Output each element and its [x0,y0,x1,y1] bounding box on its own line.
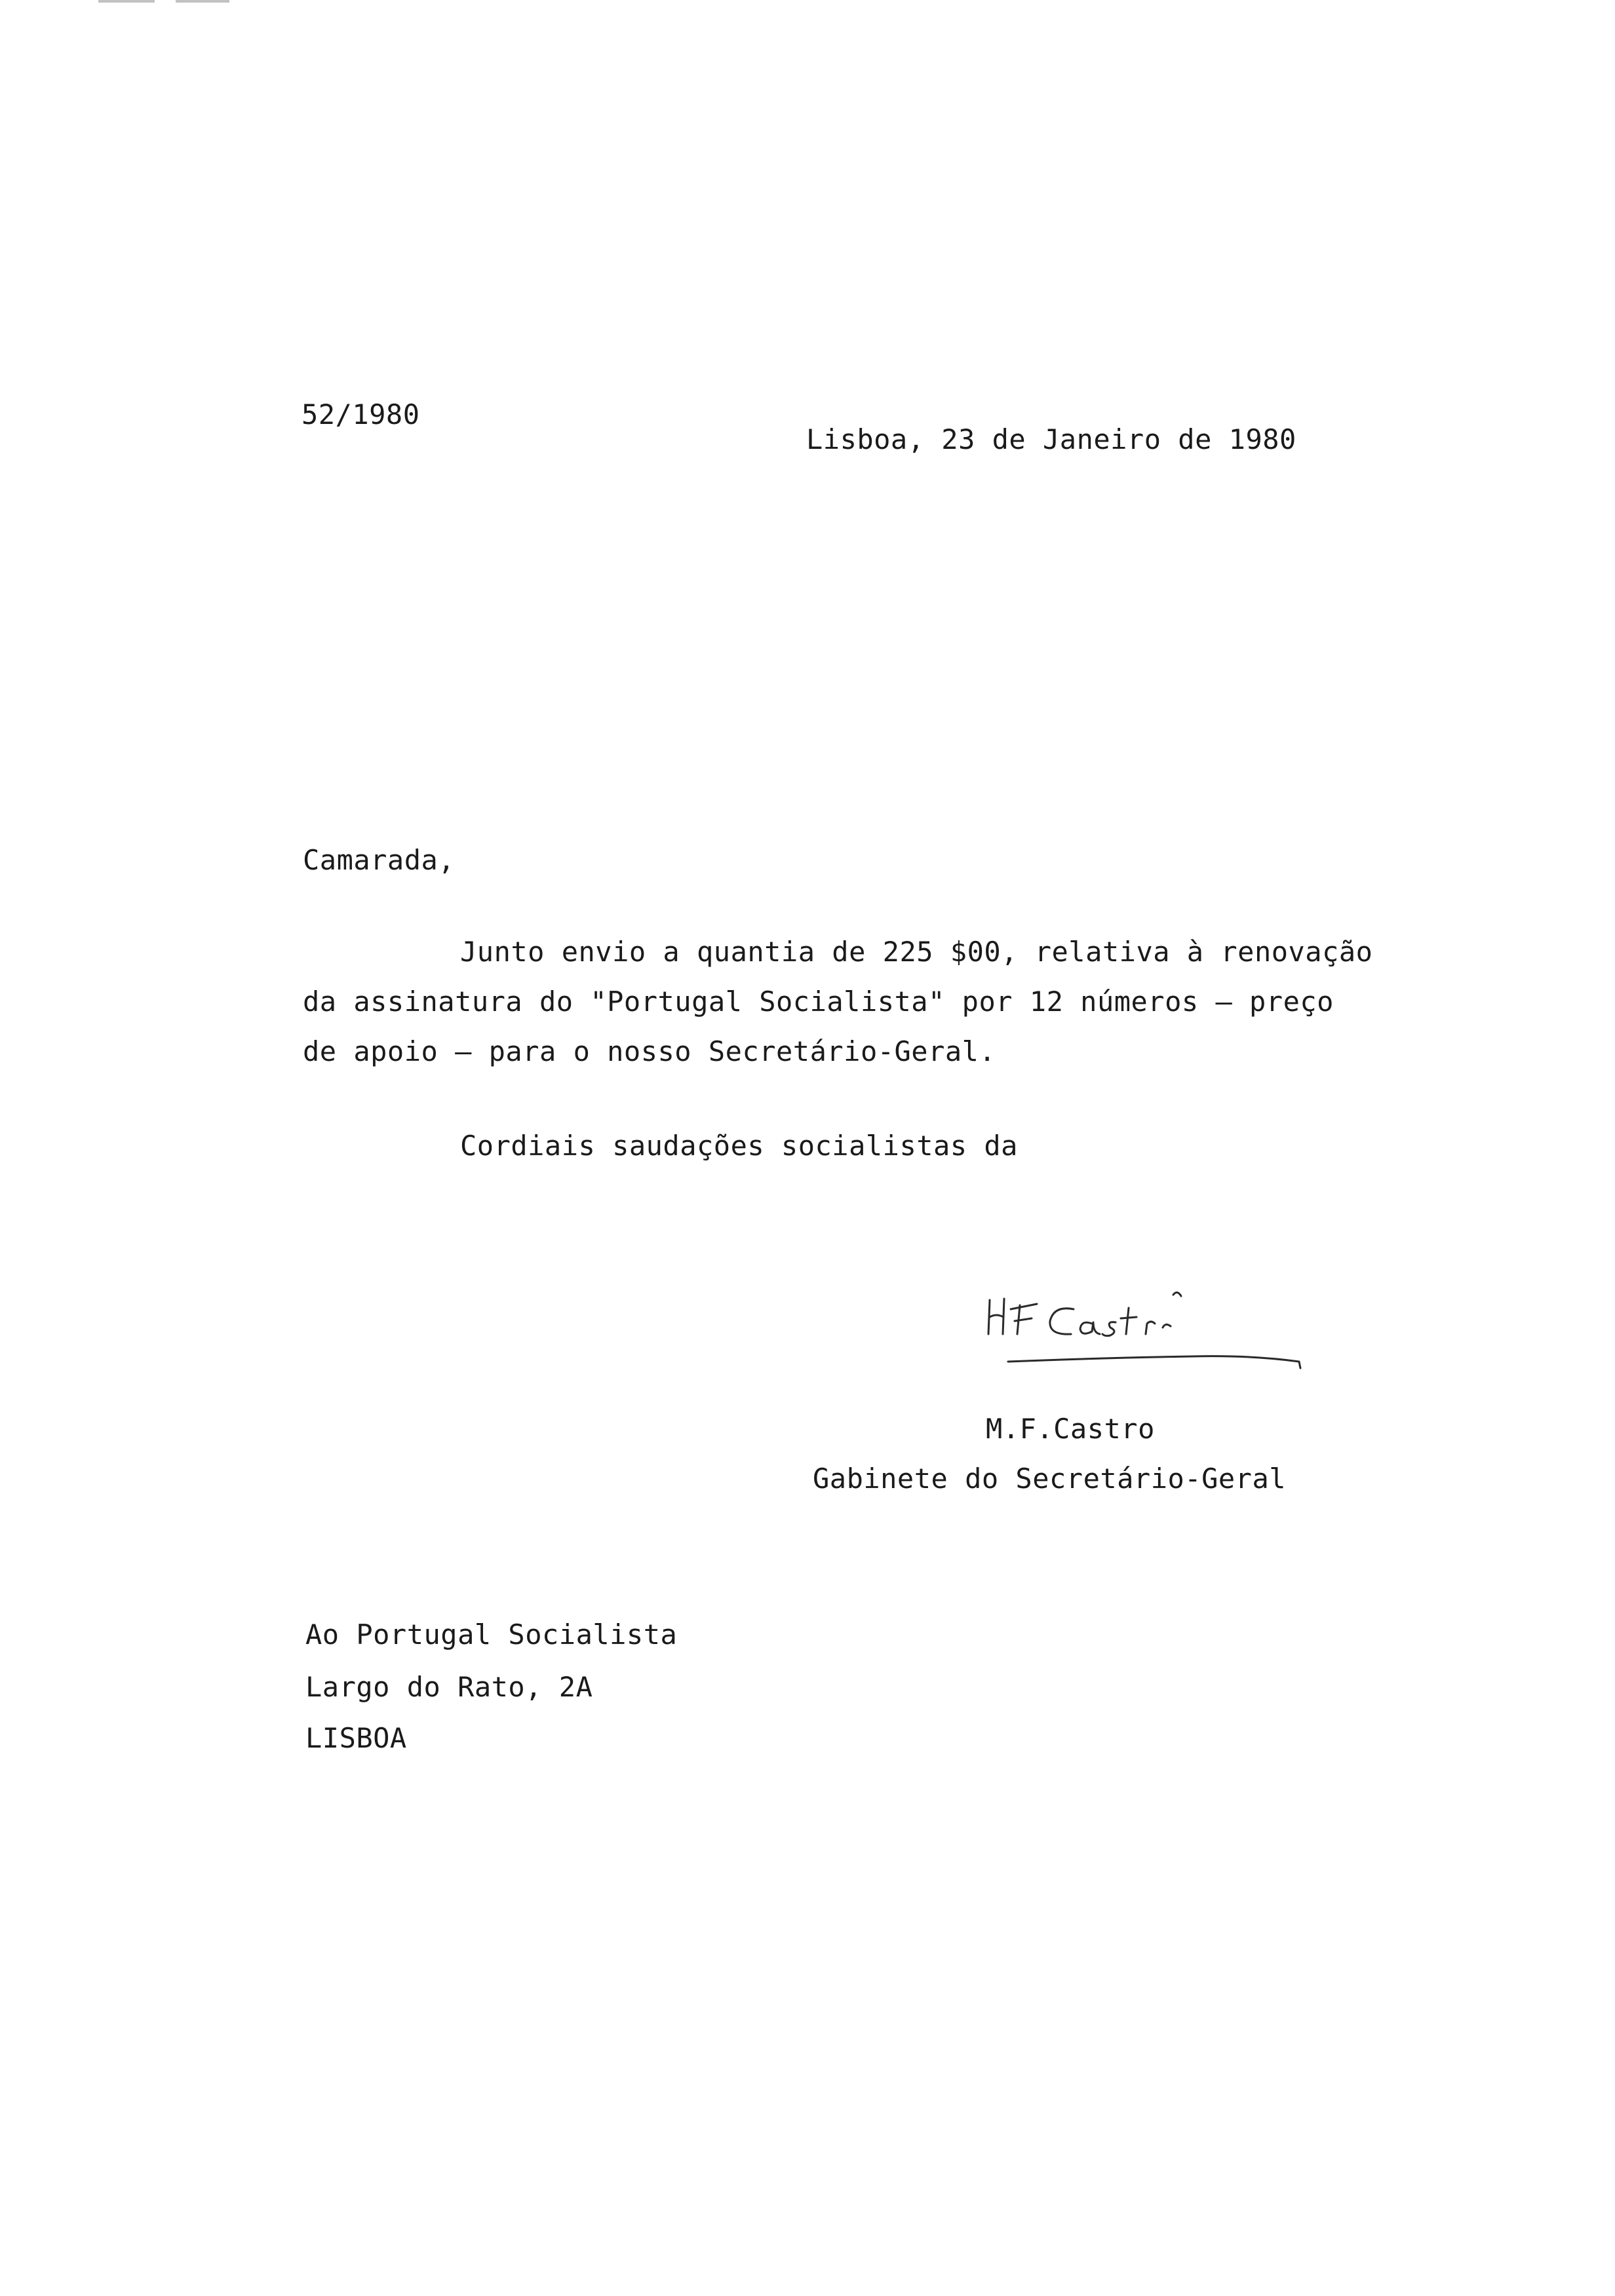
salutation: Camarada, [303,844,456,876]
scan-edge-mark [176,0,229,3]
reference-number: 52/1980 [302,398,420,430]
signer-role: Gabinete do Secretário-Geral [813,1463,1287,1495]
address-line: Ao Portugal Socialista [305,1618,678,1651]
address-line: LISBOA [305,1722,407,1754]
body-line: de apoio — para o nosso Secretário-Geral. [303,1035,996,1067]
address-line: Largo do Rato, 2A [305,1671,593,1703]
handwritten-signature [977,1271,1331,1376]
date-line: Lisboa, 23 de Janeiro de 1980 [806,423,1296,455]
body-line: da assinatura do "Portugal Socialista" por 12 números — preço [303,985,1334,1018]
scan-edge-mark [98,0,155,3]
signer-name: M.F.Castro [986,1413,1155,1445]
body-line: Junto envio a quantia de 225 $00, relativa à renovação [460,936,1373,968]
closing-line: Cordiais saudações socialistas da [460,1130,1018,1162]
